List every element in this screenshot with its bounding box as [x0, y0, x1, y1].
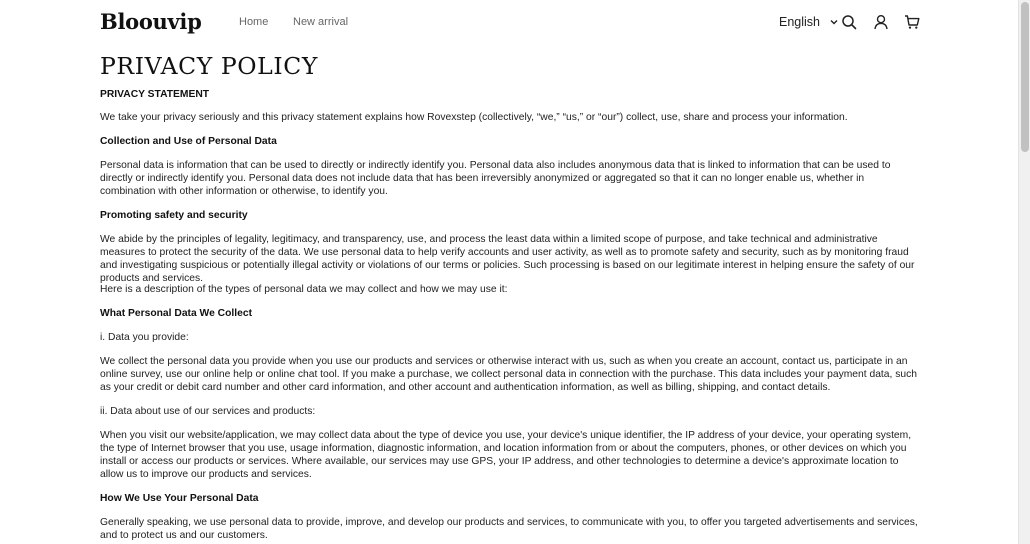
section-heading: Promoting safety and security: [100, 210, 248, 221]
cart-icon[interactable]: [904, 14, 920, 30]
paragraph: We abide by the principles of legality, legitimacy, and transparency, use, and process the least data within a limited scope of purpose, and take technical and administrative measures to protect the security of the data. We use personal data to help verify accounts and user activity, as well as to promote safety and security, such as by monitoring fraud and investigating suspicious or potentially illegal activity or violations of our terms or policies. Such processing is based on our legitimate interest in helping ensure the safety of our products and services.: [100, 234, 915, 284]
paragraph: When you visit our website/application, we may collect data about the type of device you use, your device's unique identifier, the IP address of your device, your operating system, the type of Internet browser that you use, usage information, diagnostic information, and location information from or about the computers, phones, or other devices on which you install or access our products or services. Where available, our services may use GPS, your IP address, and other technologies to determine a device's approximate location to allow us to improve our products and services.: [100, 430, 912, 480]
paragraph: Personal data is information that can be used to directly or indirectly identify you. Personal data also includes anonymous data that is linked to information that can be used to directly or indirectly identify you. Personal data does not include data that has been irreversibly anonymized or aggregated so that it can no longer enable us, whether in combination with other information or otherwise, to identify you.: [100, 160, 891, 197]
search-icon[interactable]: [841, 14, 857, 30]
subsection-label: i. Data you provide:: [100, 332, 189, 343]
paragraph: Here is a description of the types of personal data we may collect and how we may use it:: [100, 284, 508, 295]
section-heading: PRIVACY STATEMENT: [100, 89, 210, 100]
chevron-down-icon: [829, 17, 839, 27]
nav-new-arrival-link[interactable]: New arrival: [293, 16, 349, 28]
user-icon[interactable]: [873, 14, 889, 30]
policy-content: [100, 50, 922, 82]
paragraph: We collect the personal data you provide when you use our products and services or otherwise interact with us, such as when you create an account, contact us, participate in an online survey, use our online help or online chat tool. If you make a purchase, we collect personal data in connection with the purchase. This data includes your payment data, such as your credit or debit card number and other card information, and other account and authentication information, as well as billing, shipping, and contact details.: [100, 356, 917, 393]
nav-home-link[interactable]: Home: [239, 16, 269, 28]
page-title: PRIVACY POLICY: [100, 52, 318, 80]
paragraph: Generally speaking, we use personal data to provide, improve, and develop our products and services, to communicate with you, to offer you targeted advertisements and services, and to protect us and our customers.: [100, 517, 918, 541]
paragraph: We take your privacy seriously and this privacy statement explains how Rovexstep (collectively, “we,” “us,” or “our”) collect, use, share and process your information.: [100, 112, 848, 123]
language-selector[interactable]: [779, 15, 839, 29]
section-heading: What Personal Data We Collect: [100, 308, 253, 319]
site-header: [0, 0, 1018, 46]
section-heading: Collection and Use of Personal Data: [100, 136, 277, 147]
site-logo[interactable]: Bloouvip: [100, 9, 202, 34]
scrollbar-thumb[interactable]: [1021, 2, 1029, 152]
subsection-label: ii. Data about use of our services and products:: [100, 406, 316, 417]
section-heading: How We Use Your Personal Data: [100, 493, 259, 504]
language-label: English: [779, 15, 820, 29]
vertical-scrollbar[interactable]: [1018, 0, 1030, 544]
